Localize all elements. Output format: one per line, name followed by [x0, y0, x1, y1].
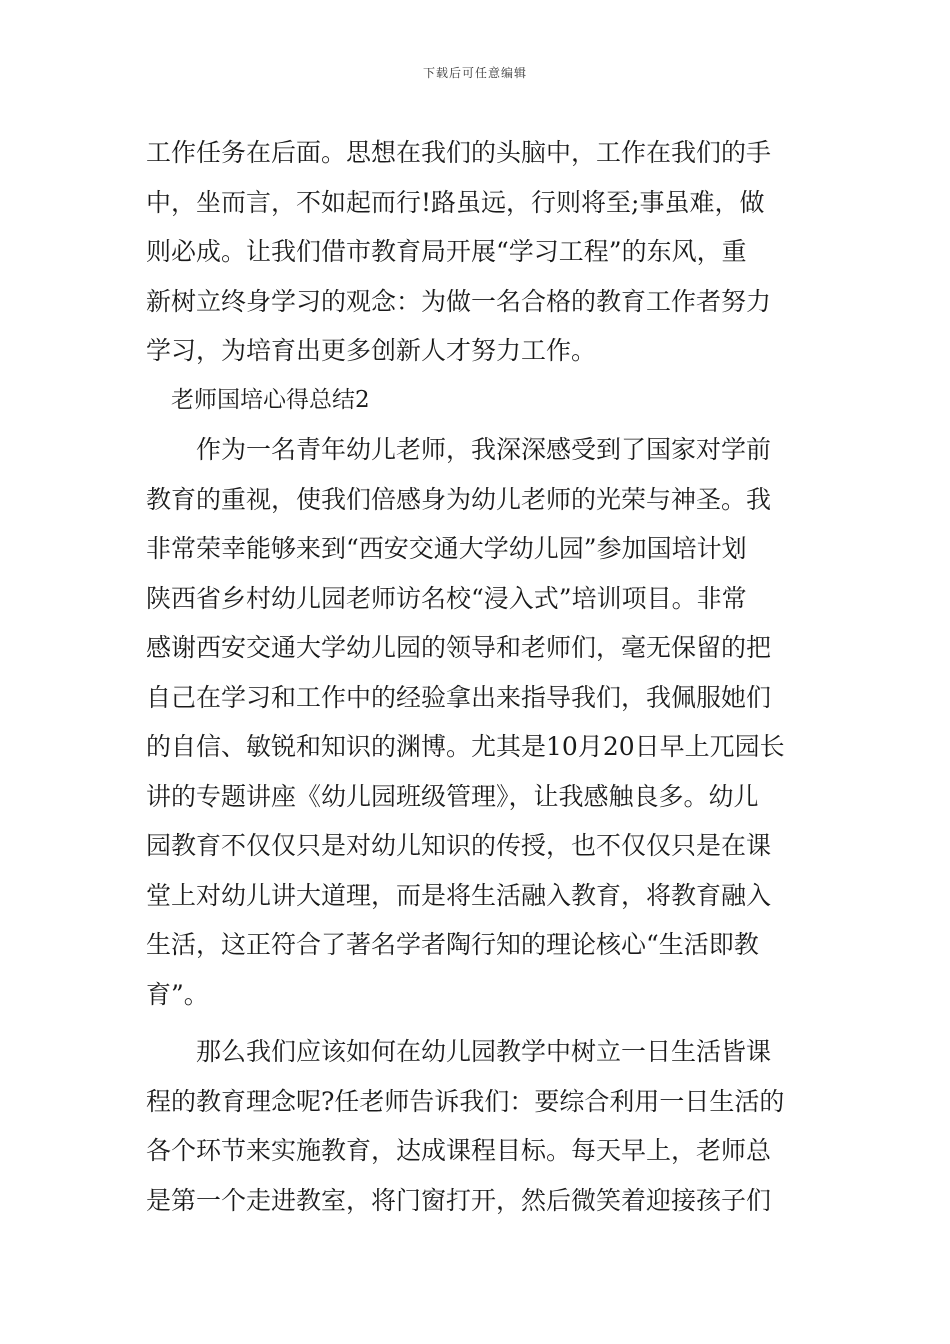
section-title: 老师国培心得总结2: [171, 386, 370, 413]
text-line: 工作任务在后面。思想在我们的头脑中，工作在我们的手: [146, 138, 772, 167]
page-header: 下载后可任意编辑: [422, 66, 527, 80]
text-line: 那么我们应该如何在幼儿园教学中树立一日生活皆课: [196, 1037, 772, 1066]
text-line: 学习，为培育出更多创新人才努力工作。: [146, 336, 597, 365]
text-line: 作为一名青年幼儿老师，我深深感受到了国家对学前: [196, 435, 772, 464]
text-line: 育”。: [146, 979, 209, 1009]
document-body: [146, 128, 808, 1225]
text-line: 新树立终身学习的观念：为做一名合格的教育工作者努力: [146, 286, 772, 316]
text-line: 园教育不仅仅只是对幼儿知识的传授，也不仅仅只是在课: [146, 831, 772, 860]
text-line: 则必成。让我们借市教育局开展“学习工程”的东风，重: [146, 237, 747, 266]
text-line: 是第一个走进教室，将门窗打开，然后微笑着迎接孩子们: [146, 1185, 772, 1215]
text-line: 生活，这正符合了著名学者陶行知的理论核心“生活即教: [146, 930, 759, 959]
text-line: 中，坐而言，不如起而行!路虽远，行则将至;事虽难，做: [146, 187, 765, 217]
text-line: 讲的专题讲座《幼儿园班级管理》，让我感触良多。幼儿: [146, 781, 759, 811]
text-line: 的自信、敏锐和知识的渊博。尤其是10月20日早上兀园长: [146, 732, 785, 761]
text-line: 陕西省乡村幼儿园老师访名校“浸入式”培训项目。非常: [146, 583, 747, 613]
paragraph-gap: [146, 1019, 808, 1027]
text-line: 非常荣幸能够来到“西安交通大学幼儿园”参加国培计划: [146, 534, 747, 563]
text-line: 自己在学习和工作中的经验拿出来指导我们，我佩服她们: [146, 682, 772, 712]
text-line: 堂上对幼儿讲大道理，而是将生活融入教育，将教育融入: [146, 880, 772, 910]
text-line: 教育的重视，使我们倍感身为幼儿老师的光荣与神圣。我: [146, 484, 772, 514]
text-line: 各个环节来实施教育，达成课程目标。每天早上，老师总: [146, 1136, 772, 1165]
text-line: 程的教育理念呢?任老师告诉我们：要综合利用一日生活的: [146, 1086, 785, 1116]
text-line: 感谢西安交通大学幼儿园的领导和老师们，毫无保留的把: [146, 633, 772, 662]
